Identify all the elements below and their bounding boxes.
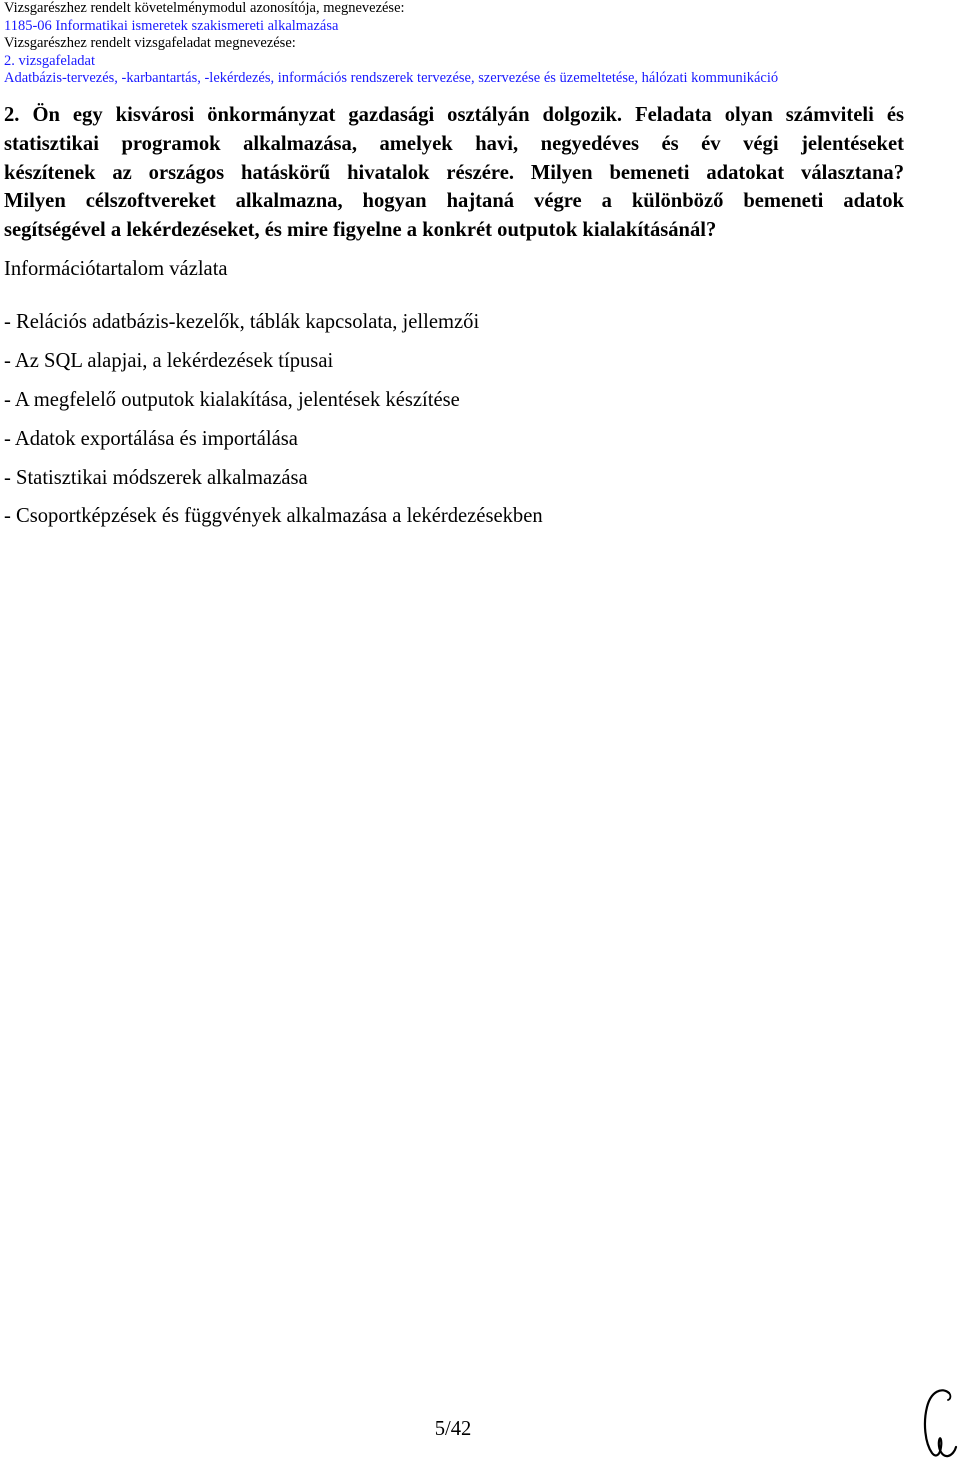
module-label: Vizsgarészhez rendelt követelménymodul azonosítója, megnevezése: <box>4 0 405 16</box>
task-line: statisztikai programok alkalmazása, amelyek havi, negyedéves és év végi jelentéseket <box>4 132 904 155</box>
task-topic: Adatbázis-tervezés, -karbantartás, -lekérdezés, információs rendszerek tervezése, szervezése és üzemeltetése, hálózati kommunikáció <box>4 70 779 87</box>
document-header <box>4 0 956 88</box>
task-label: Vizsgarészhez rendelt vizsgafeladat megnevezése: <box>4 35 296 52</box>
page-number: 5/42 <box>434 1418 472 1440</box>
task-line: Milyen célszoftvereket alkalmazna, hogyan hajtaná végre a különböző bemeneti adatok <box>4 190 904 213</box>
task-value: 2. vizsgafeladat <box>4 52 95 69</box>
list-item: - Statisztikai módszerek alkalmazása <box>4 466 308 489</box>
handwritten-signature-icon <box>918 1385 958 1461</box>
list-item: - Az SQL alapjai, a lekérdezések típusai <box>4 349 334 372</box>
list-item: - A megfelelő outputok kialakítása, jelentések készítése <box>4 388 460 411</box>
list-item: - Csoportképzések és függvények alkalmazása a lekérdezésekben <box>4 505 543 528</box>
list-item: - Relációs adatbázis-kezelők, táblák kapcsolata, jellemzői <box>4 311 480 333</box>
task-line: készítenek az országos hatáskörű hivatalok részére. Milyen bemeneti adatokat választana? <box>4 161 904 184</box>
task-description <box>4 101 904 245</box>
task-line: 2. Ön egy kisvárosi önkormányzat gazdasági osztályán dolgozik. Feladata olyan számviteli és <box>4 104 904 126</box>
module-value: 1185-06 Informatikai ismeretek szakismereti alkalmazása <box>4 17 339 34</box>
task-line: segítségével a lekérdezéseket, és mire figyelne a konkrét outputok kialakításánál? <box>4 219 717 242</box>
list-item: - Adatok exportálása és importálása <box>4 427 298 450</box>
outline-title: Információtartalom vázlata <box>4 258 228 280</box>
outline-list <box>4 309 543 542</box>
